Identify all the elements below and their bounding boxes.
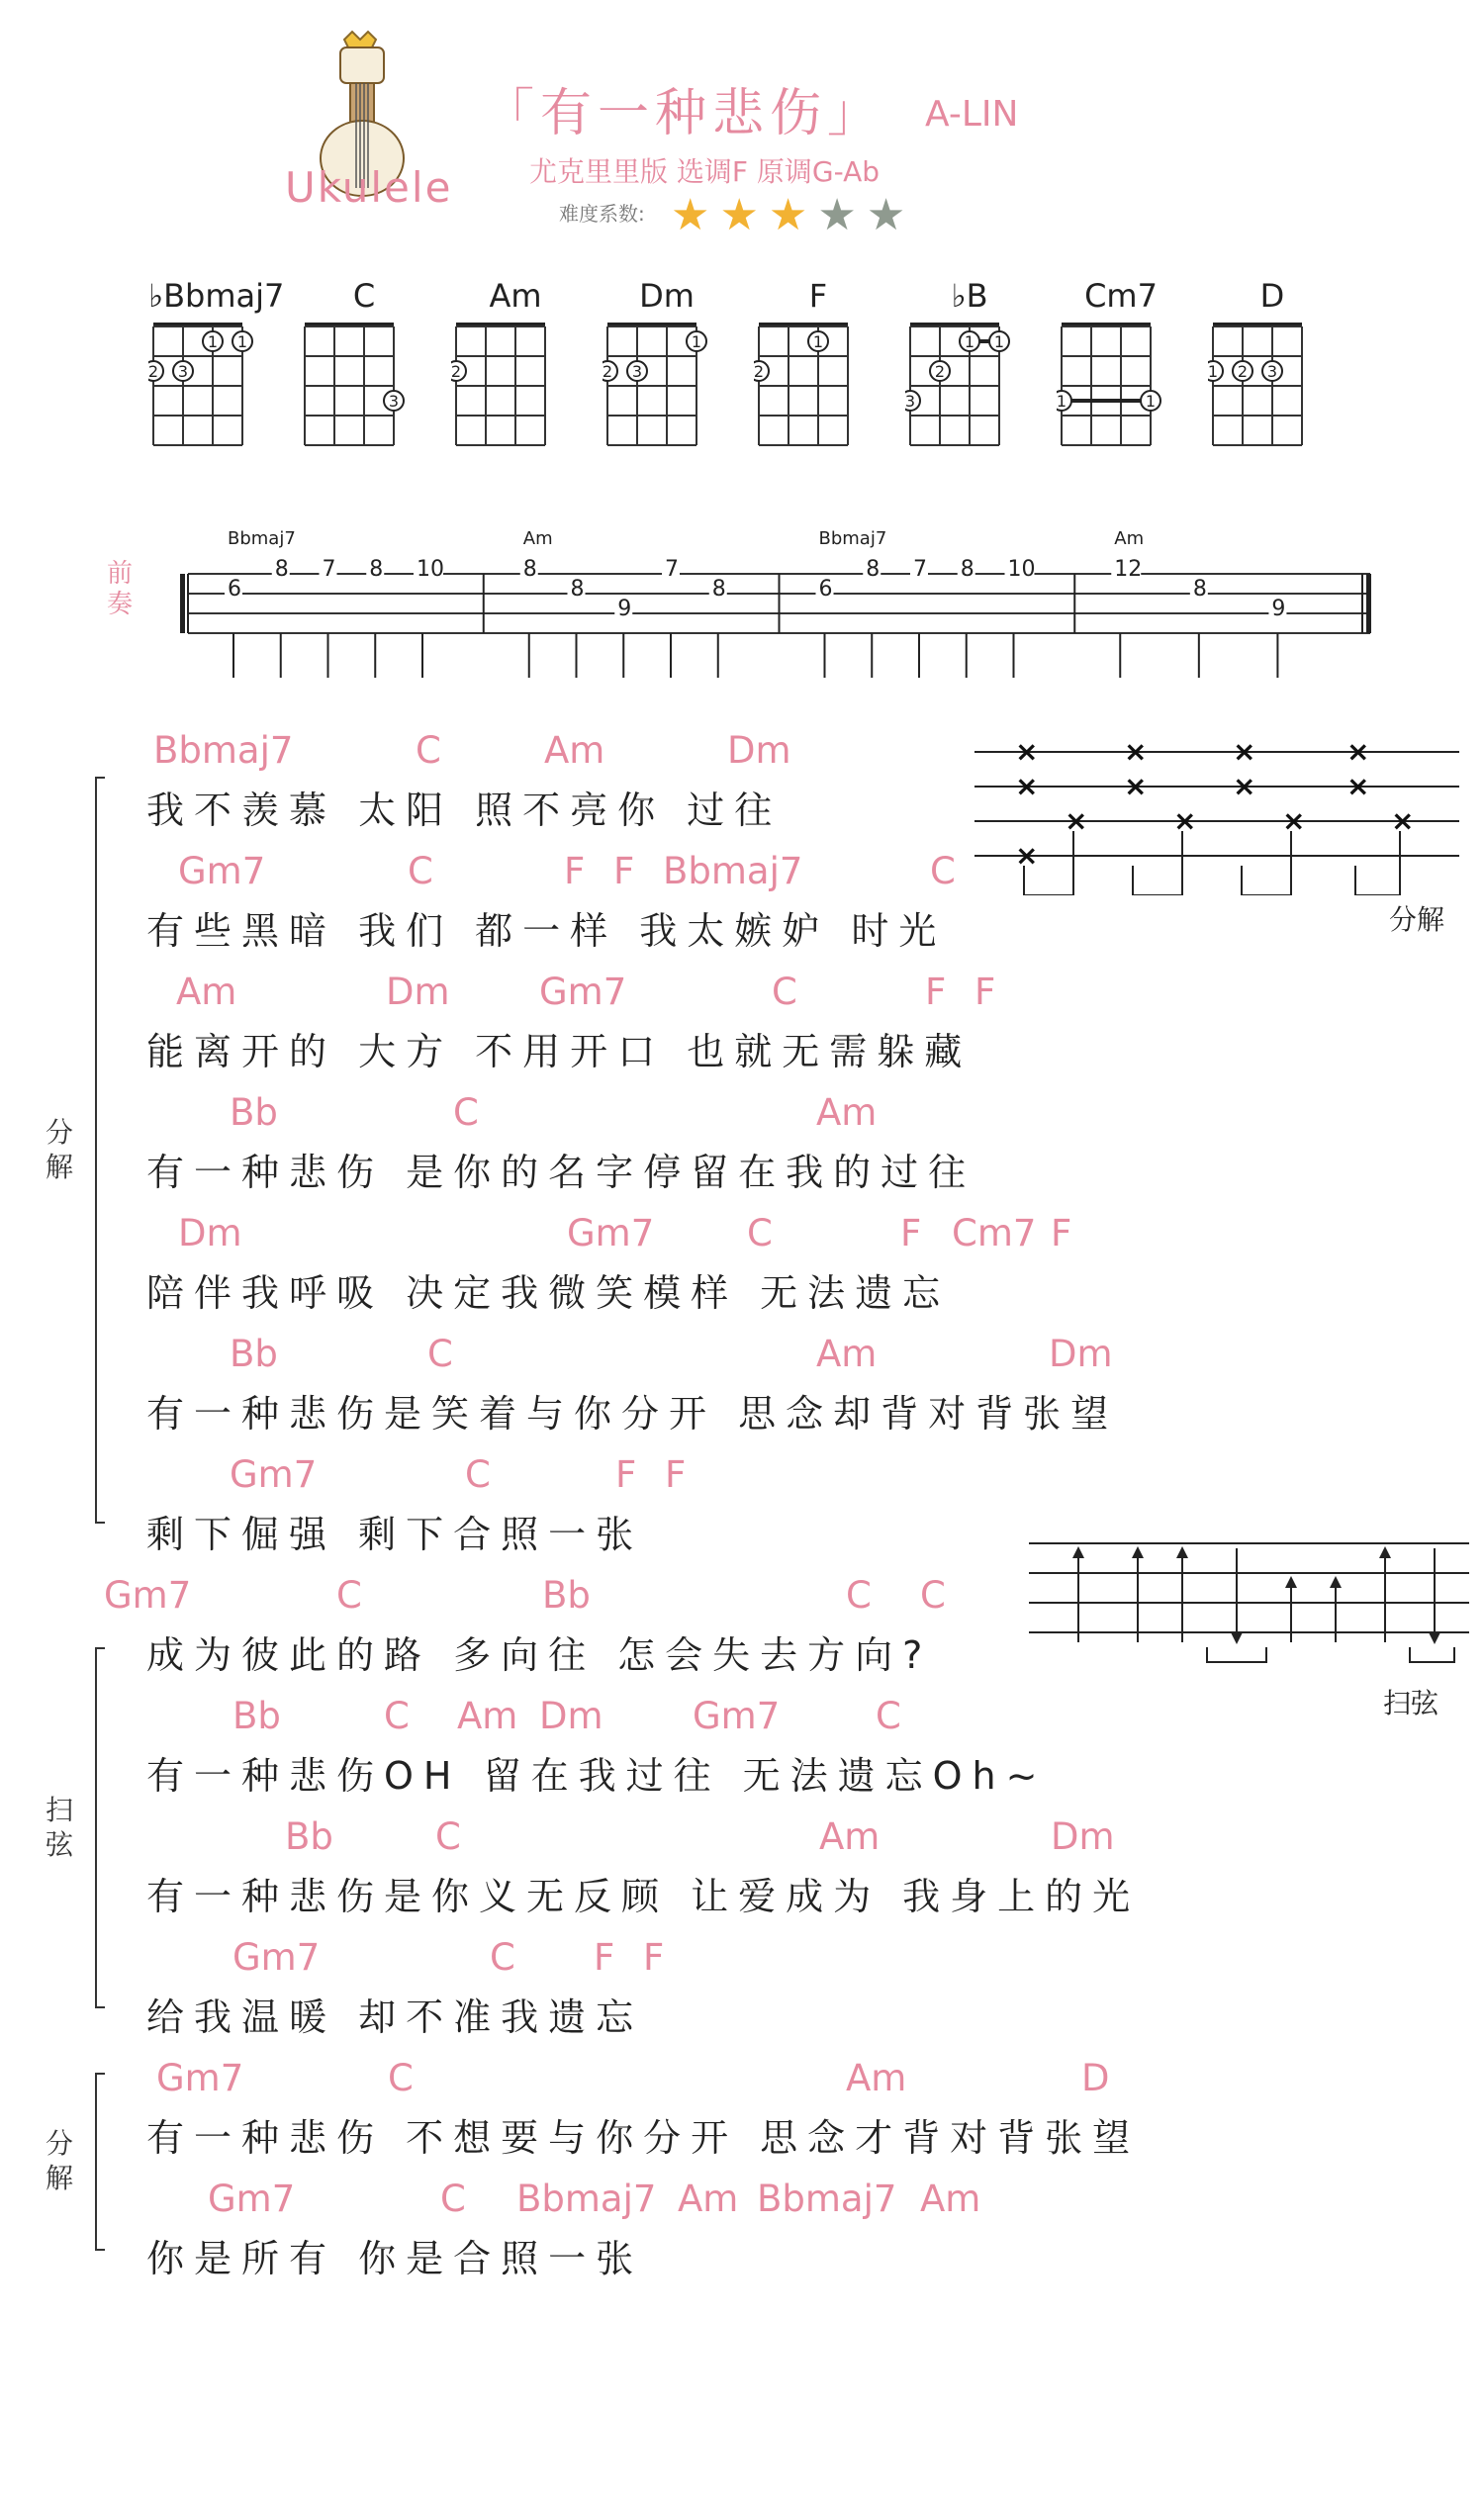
arpeggio-pattern-label: 分解 [1389, 903, 1445, 936]
finger-number: 1 [1057, 392, 1067, 411]
chord-grid [1208, 319, 1342, 497]
chord-label: Am [176, 971, 237, 1013]
chord-label: Bbmaj7 [757, 2178, 897, 2220]
chord-label: Am [816, 1091, 878, 1134]
chord-diagram [1057, 277, 1190, 495]
chord-label: C [465, 1453, 491, 1496]
chord-diagram [1208, 277, 1342, 495]
intro-chord-name: Am [1114, 528, 1145, 549]
strum-pattern [1029, 1529, 1474, 1667]
chord-label: C [336, 1574, 362, 1617]
lyric-line: 能离开的 大方 不用开口 也就无需躲藏 [146, 1030, 973, 1073]
chord-name: Am [489, 277, 542, 315]
chord-grid [603, 319, 736, 497]
tab-note: 7 [665, 557, 679, 582]
tab-note: 7 [913, 557, 927, 582]
pick-mark: × [1015, 839, 1039, 872]
finger-number: 1 [993, 332, 1005, 351]
intro-tablature [0, 514, 1484, 693]
chord-grid [905, 319, 1039, 497]
chord-label: C [435, 1815, 461, 1858]
lyric-line: 剩下倔强 剩下合照一张 [146, 1513, 644, 1556]
chord-label: F [594, 1936, 615, 1979]
chord-label: C [846, 1574, 872, 1617]
chord-label: F [900, 1212, 922, 1254]
finger-number: 1 [691, 332, 702, 351]
pick-mark: × [1282, 804, 1306, 837]
chord-diagram [148, 277, 285, 495]
pick-mark: × [1124, 737, 1148, 768]
tab-note: 6 [818, 577, 833, 602]
chord-label: F [925, 971, 947, 1013]
chord-name: ♭Bbmaj7 [148, 277, 285, 315]
chord-label: Dm [539, 1695, 603, 1737]
lyric-line: 有一种悲伤是你义无反顾 让爱成为 我身上的光 [146, 1875, 1141, 1918]
lyric-line: 有些黑暗 我们 都一样 我太嫉妒 时光 [146, 909, 947, 953]
section-label: 分解 [45, 2127, 73, 2194]
chord-label: F [974, 971, 996, 1013]
section-bracket [95, 2073, 97, 2251]
tab-note: 12 [1114, 557, 1143, 582]
section-label: 扫弦 [45, 1793, 73, 1861]
tab-note: 8 [866, 557, 881, 582]
tab-note: 8 [1192, 577, 1207, 602]
pick-mark: × [1233, 770, 1256, 802]
finger-number: 2 [934, 362, 946, 381]
chord-label: Bb [230, 1091, 278, 1134]
chord-label: Dm [1049, 1333, 1113, 1375]
tab-note: 10 [417, 557, 444, 582]
chord-name: C [352, 277, 376, 315]
lyric-line: 你是所有 你是合照一张 [146, 2237, 644, 2280]
chord-name: Dm [639, 277, 695, 315]
tab-note: 8 [274, 557, 289, 582]
logo-text: Ukulele [285, 163, 453, 212]
tab-note: 8 [570, 577, 585, 602]
difficulty-label: 难度系数: [559, 202, 645, 226]
chord-grid [300, 319, 433, 497]
finger-number: 2 [1237, 362, 1249, 381]
chord-label: F [643, 1936, 665, 1979]
tab-note: 6 [228, 577, 241, 602]
chord-name: Cm7 [1084, 277, 1158, 315]
chord-label: Dm [1051, 1815, 1115, 1858]
chord-label: Am [819, 1815, 881, 1858]
chord-label: D [1081, 2057, 1110, 2099]
lyric-line: 有一种悲伤OH 留在我过往 无法遗忘Oh~ [146, 1754, 1048, 1798]
finger-number: 2 [754, 362, 765, 381]
chord-label: Gm7 [232, 1936, 321, 1979]
pick-mark: × [1065, 804, 1088, 837]
chord-label: Bb [542, 1574, 591, 1617]
chord-label: Bbmaj7 [153, 729, 294, 772]
chord-label: C [772, 971, 797, 1013]
lyric-line: 给我温暖 却不准我遗忘 [146, 1995, 644, 2039]
finger-number: 2 [451, 362, 462, 381]
lyric-line: 陪伴我呼吸 决定我微笑模样 无法遗忘 [146, 1271, 951, 1315]
intro-chord-name: Bbmaj7 [818, 528, 887, 549]
chord-label: C [490, 1936, 515, 1979]
star-filled-icon: ★ [719, 190, 759, 240]
chord-label: Am [816, 1333, 878, 1375]
strum-pattern-label: 扫弦 [1383, 1687, 1439, 1719]
chord-label: Am [846, 2057, 907, 2099]
chord-label: F [564, 850, 586, 892]
song-title: 「有一种悲伤」 [483, 84, 885, 143]
chord-label: Am [544, 729, 605, 772]
intro-chord-name: Bbmaj7 [228, 528, 296, 549]
finger-number: 1 [207, 332, 219, 351]
lyric-line: 有一种悲伤是笑着与你分开 思念却背对背张望 [146, 1392, 1119, 1436]
pick-mark: × [1346, 737, 1370, 768]
finger-number: 1 [1145, 392, 1157, 411]
chord-name: F [808, 277, 828, 315]
chord-name: ♭B [951, 277, 988, 315]
chord-label: Am [457, 1695, 518, 1737]
section-bracket [95, 777, 97, 1524]
star-filled-icon: ★ [671, 190, 710, 240]
song-artist: A-LIN [925, 94, 1019, 135]
chord-name: D [1259, 277, 1285, 315]
chord-grid [754, 319, 887, 497]
arpeggio-pattern [974, 737, 1469, 895]
chord-label: Cm7 [952, 1212, 1037, 1254]
chord-label: C [930, 850, 956, 892]
pick-mark: × [1391, 804, 1415, 837]
chord-label: Dm [386, 971, 450, 1013]
intro-chord-name: Am [522, 528, 553, 549]
chord-label: Gm7 [230, 1453, 318, 1496]
chord-diagrams [0, 277, 1484, 495]
tab-note: 10 [1007, 557, 1036, 582]
chord-label: Bb [232, 1695, 281, 1737]
chord-label: Gm7 [178, 850, 266, 892]
lyric-line: 成为彼此的路 多向往 怎会失去方向? [146, 1633, 933, 1677]
chord-label: Bb [285, 1815, 333, 1858]
chord-label: F [1051, 1212, 1072, 1254]
chord-label: Bbmaj7 [663, 850, 803, 892]
chord-label: C [427, 1333, 453, 1375]
pick-mark: × [1346, 770, 1370, 802]
chord-label: C [453, 1091, 479, 1134]
star-empty-icon: ★ [866, 190, 906, 240]
chord-label: C [408, 850, 433, 892]
lyric-line: 我不羡慕 太阳 照不亮你 过往 [146, 789, 783, 832]
finger-number: 3 [177, 362, 189, 381]
chord-label: Dm [727, 729, 791, 772]
chord-grid [148, 319, 282, 497]
finger-number: 1 [964, 332, 975, 351]
finger-number: 1 [812, 332, 824, 351]
pick-mark: × [1015, 737, 1039, 768]
chord-label: Gm7 [208, 2178, 296, 2220]
star-empty-icon: ★ [817, 190, 857, 240]
tab-note: 8 [960, 557, 974, 582]
star-filled-icon: ★ [768, 190, 808, 240]
chord-label: Gm7 [693, 1695, 781, 1737]
lyric-line: 有一种悲伤 不想要与你分开 思念才背对背张望 [146, 2116, 1141, 2160]
finger-number: 3 [1266, 362, 1278, 381]
chord-label: F [665, 1453, 687, 1496]
chord-label: Am [678, 2178, 739, 2220]
chord-label: C [384, 1695, 410, 1737]
section-bracket [95, 1647, 97, 2008]
finger-number: 1 [236, 332, 248, 351]
chord-label: C [388, 2057, 414, 2099]
difficulty-rating [671, 190, 915, 240]
tab-note: 8 [711, 577, 726, 602]
chord-diagram [603, 277, 736, 495]
tab-note: 9 [1271, 597, 1286, 621]
pick-mark: × [1173, 804, 1197, 837]
chord-label: F [615, 1453, 637, 1496]
pick-mark: × [1233, 737, 1256, 768]
chord-label: C [920, 1574, 946, 1617]
chord-label: Gm7 [567, 1212, 655, 1254]
finger-number: 1 [1208, 362, 1219, 381]
chord-label: Gm7 [156, 2057, 244, 2099]
chord-diagram [754, 277, 887, 495]
tab-note: 7 [322, 557, 336, 582]
chord-grid [451, 319, 585, 497]
chord-label: C [876, 1695, 901, 1737]
finger-number: 3 [388, 392, 400, 411]
chord-label: Gm7 [104, 1574, 192, 1617]
chord-label: C [440, 2178, 466, 2220]
chord-label: Am [920, 2178, 981, 2220]
finger-number: 2 [603, 362, 613, 381]
chord-diagram [300, 277, 433, 495]
chord-label: C [416, 729, 441, 772]
finger-number: 3 [631, 362, 643, 381]
section-label: 分解 [45, 1115, 73, 1183]
chord-label: Bbmaj7 [516, 2178, 657, 2220]
chord-label: Bb [230, 1333, 278, 1375]
chord-label: F [613, 850, 635, 892]
chord-label: Gm7 [539, 971, 627, 1013]
chord-grid [1057, 319, 1190, 497]
finger-number: 3 [905, 392, 916, 411]
chord-label: C [747, 1212, 773, 1254]
chord-diagram [905, 277, 1039, 495]
pick-mark: × [1124, 770, 1148, 802]
tab-note: 9 [617, 597, 632, 621]
chord-label: Dm [178, 1212, 242, 1254]
pick-mark: × [1015, 770, 1039, 802]
tab-note: 8 [522, 557, 537, 582]
intro-label: 前奏 [107, 559, 134, 620]
lyric-line: 有一种悲伤 是你的名字停留在我的过往 [146, 1151, 976, 1194]
song-subtitle: 尤克里里版 选调F 原调G-Ab [529, 155, 881, 188]
tab-note: 8 [369, 557, 384, 582]
finger-number: 2 [148, 362, 159, 381]
chord-diagram [451, 277, 585, 495]
